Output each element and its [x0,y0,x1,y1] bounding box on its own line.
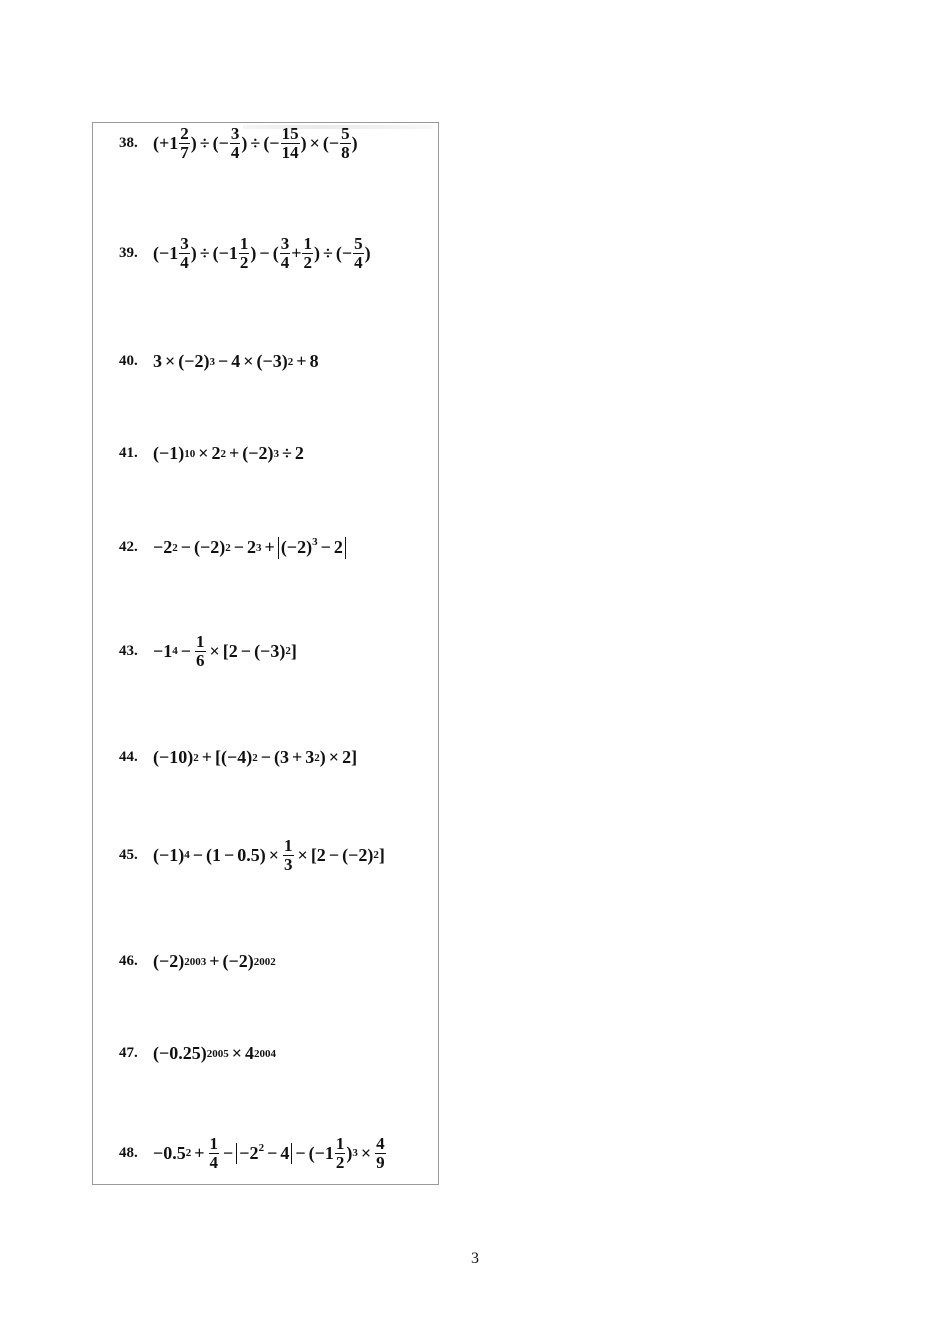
problem-47 [119,1043,276,1064]
problem-number: 45. [119,846,138,863]
problem-48 [119,1135,387,1172]
problem-expression: (−1) 4 − (1 − 0.5) × $\frac{1}{3}$ × [2 − (−2) 2 ] [153,836,385,874]
problem-expression: (−10) 2 + [(−4) 2 − (3 + 3 2 ) × 2] [153,747,358,767]
problem-number: 39. [119,244,138,261]
problem-number: 38. [119,134,138,151]
problem-expression: (−0.25) 2005 × 4 2004 [153,1043,277,1063]
problem-expression: −0.5 2 + $\frac{1}{4}$ − $-2^2 - 4$ − (−1 $\frac{1}{2}$ ) 3 × $\frac{4}{9}$ [153,1134,385,1172]
problem-44 [119,747,357,768]
problem-expression: −1 4 − $\frac{1}{6}$ × [2 − (−3) 2 ] [153,632,297,670]
problem-38 [119,125,358,162]
problem-40 [119,351,319,372]
page-number: 3 [471,1250,479,1267]
problem-number: 41. [119,445,138,461]
problem-number: 47. [119,1045,138,1061]
problem-expression: (−1 $\frac{3}{4}$ ) ÷ (−1 $\frac{1}{2}$ ) − ( $\frac{3}{4}$ + $\frac{1}{2}$ ) ÷ (− $\frac{5}{4}$ ) [153,234,371,272]
problem-46 [119,951,276,972]
problem-number: 43. [119,642,138,659]
problem-number: 46. [119,953,138,969]
problem-43 [119,633,297,670]
problem-number: 40. [119,353,138,369]
scanned-problem-sheet [92,122,439,1185]
problem-41 [119,443,304,464]
problem-expression: (+1 $\frac{2}{7}$ ) ÷ (− $\frac{3}{4}$ ) ÷ (− $\frac{15}{14}$ ) × (− $\frac{5}{8}$ ) [153,124,358,162]
problem-expression: 3 × (−2) 3 − 4 × (−3) 2 + 8 [153,351,319,371]
problem-expression: (−2) 2003 + (−2) 2002 [153,951,276,971]
problem-expression: −2 2 − (−2) 2 − 2 3 + $(-2)^3 - 2$ [153,537,346,559]
problem-45 [119,837,385,874]
problem-number: 48. [119,1144,138,1161]
problem-number: 42. [119,539,138,556]
problem-39 [119,235,371,272]
problem-number: 44. [119,749,138,765]
problem-42 [119,537,346,559]
problem-expression: (−1) 10 × 2 2 + (−2) 3 ÷ 2 [153,443,304,463]
